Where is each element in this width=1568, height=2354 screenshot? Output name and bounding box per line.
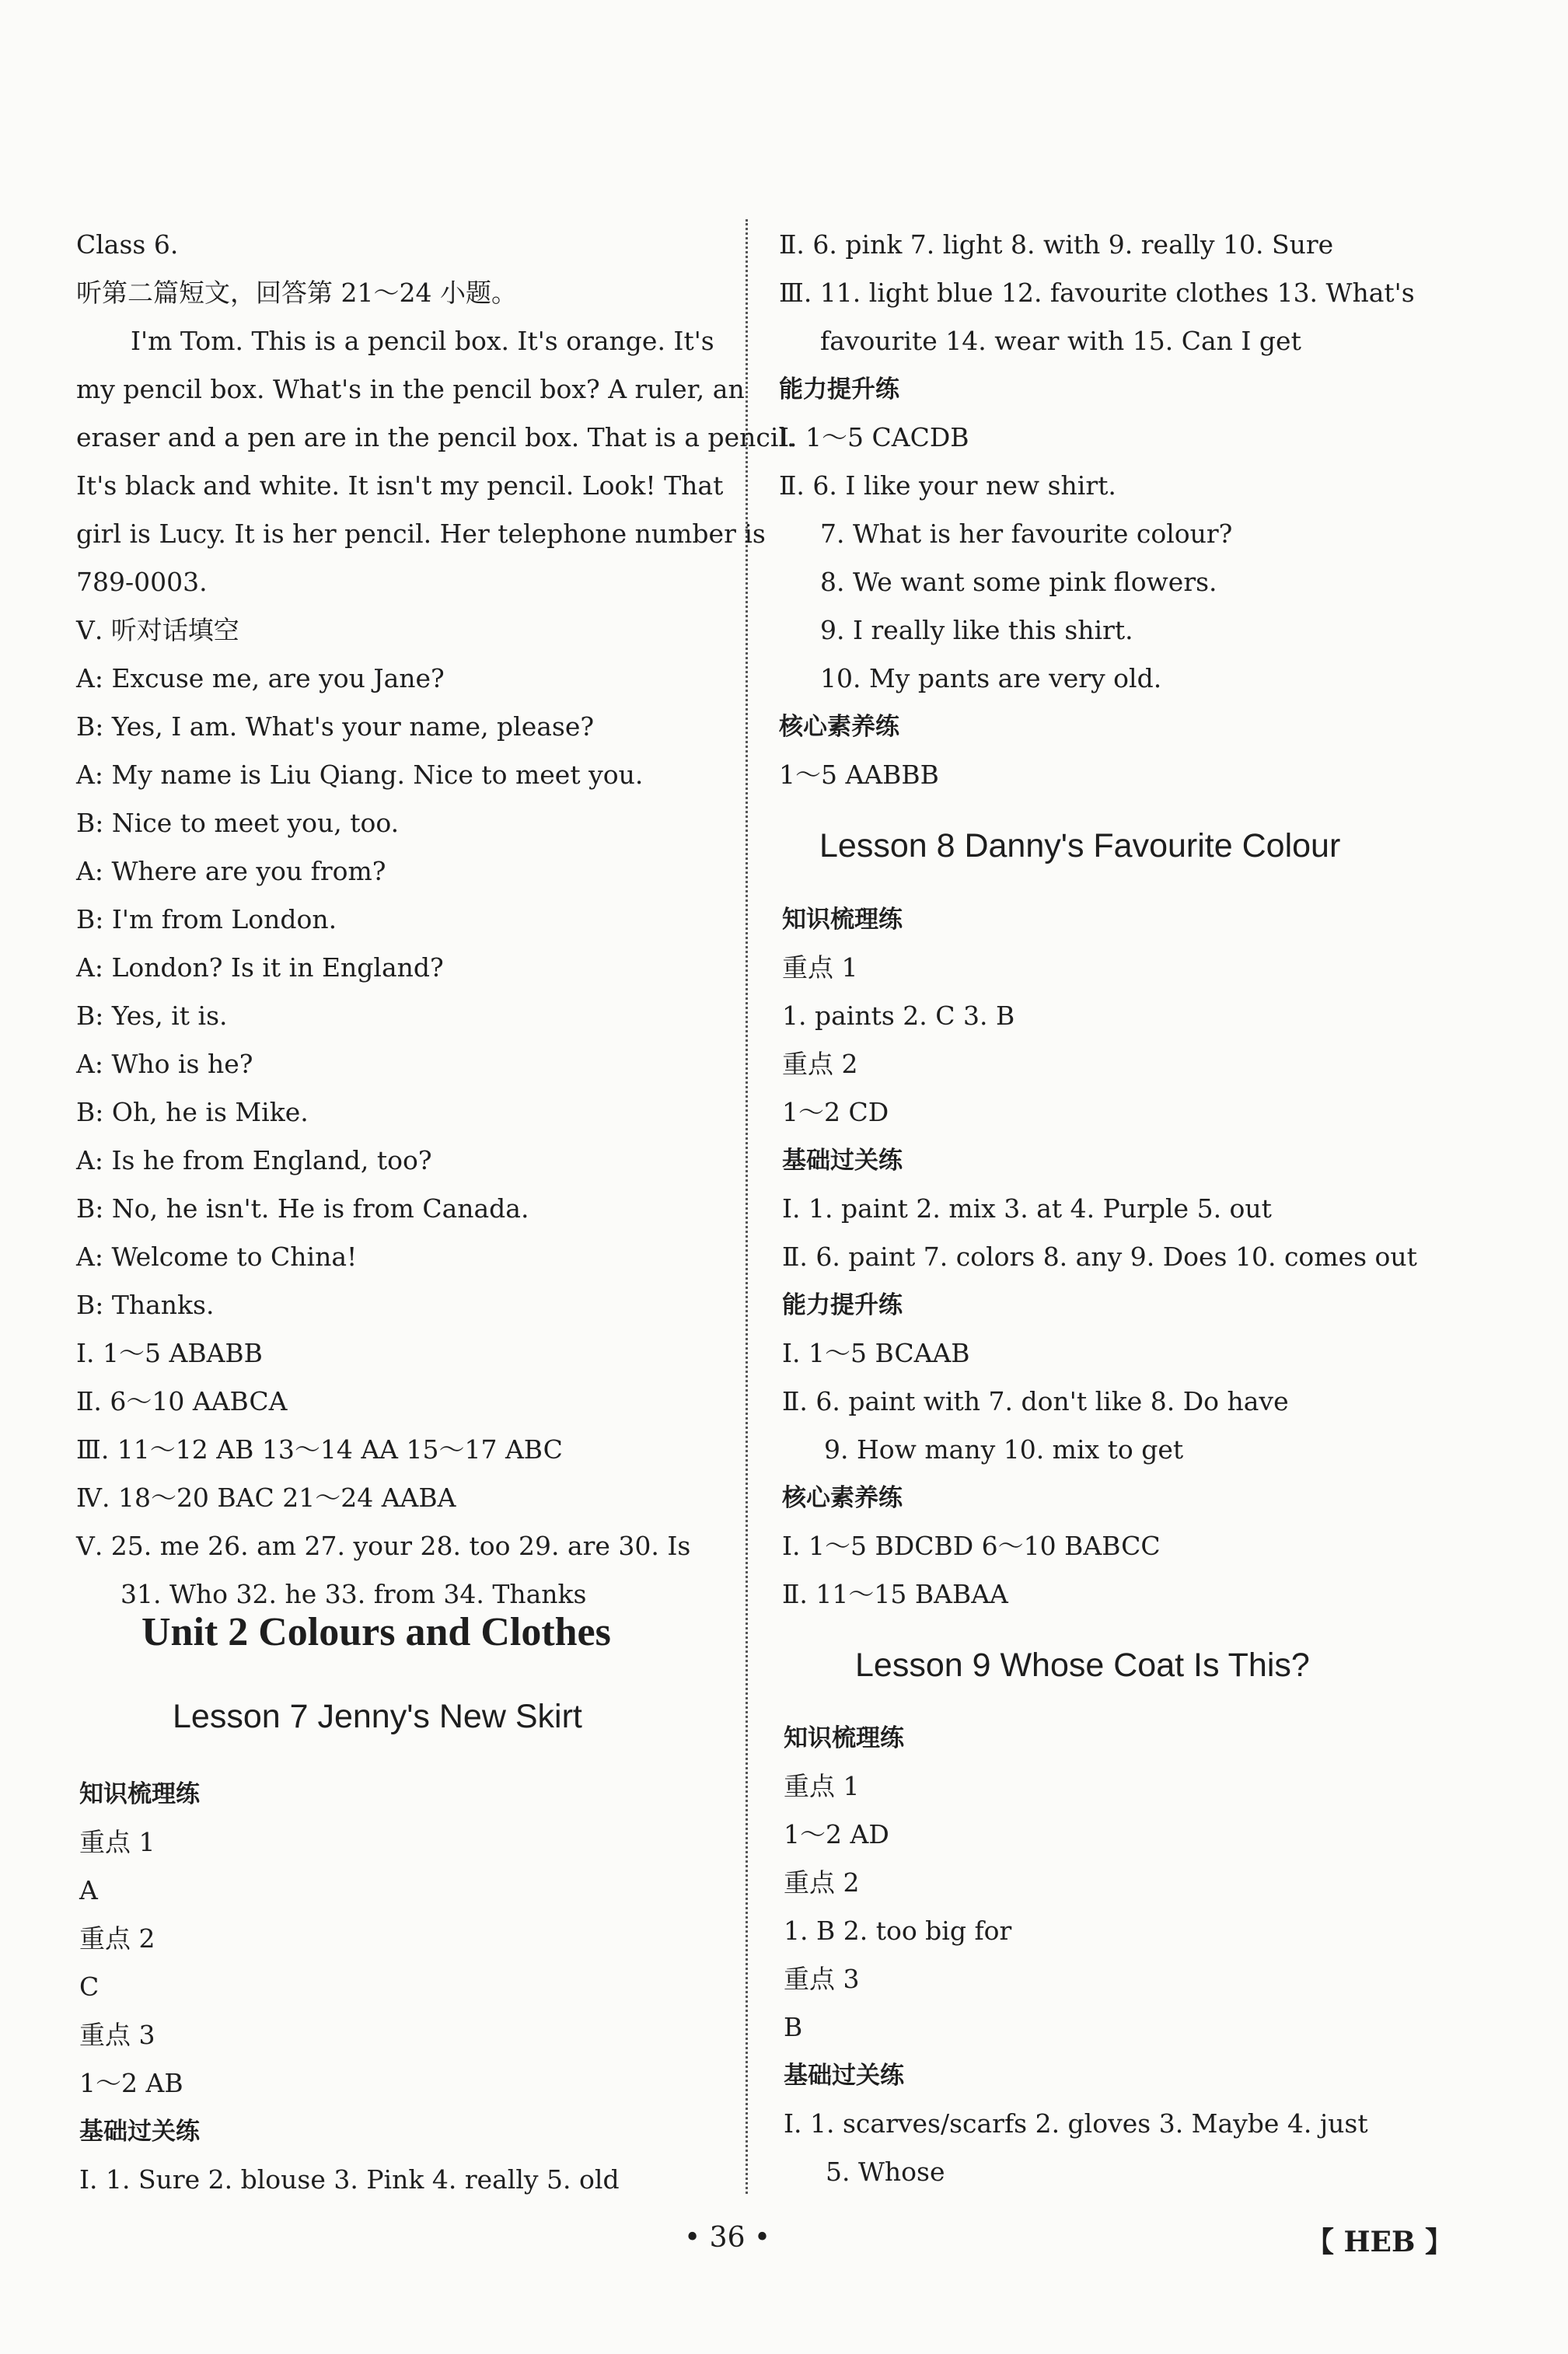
answer-line: Ⅳ. 18～20 BAC 21～24 AABA bbox=[76, 1483, 456, 1513]
answer-line: 1～2 CD bbox=[782, 1097, 889, 1127]
answer-line: B: Oh, he is Mike. bbox=[76, 1097, 309, 1127]
answer-line: A bbox=[79, 1875, 98, 1905]
answer-line: Ⅱ. 6～10 AABCA bbox=[76, 1386, 288, 1416]
answer-line: Ⅴ. 听对话填空 bbox=[76, 615, 239, 645]
lesson-title: Lesson 7 Jenny's New Skirt bbox=[173, 1698, 582, 1735]
lesson-title: Lesson 9 Whose Coat Is This? bbox=[855, 1647, 1310, 1684]
answer-line: 重点 2 bbox=[79, 1923, 155, 1954]
answer-line: 9. How many 10. mix to get bbox=[824, 1434, 1184, 1465]
answer-line: A: London? Is it in England? bbox=[76, 952, 444, 983]
answer-line: Ⅰ. 1～5 BDCBD 6～10 BABCC bbox=[782, 1531, 1161, 1561]
answer-line: 31. Who 32. he 33. from 34. Thanks bbox=[120, 1579, 587, 1609]
answer-line: I'm Tom. This is a pencil box. It's orange. It's bbox=[131, 326, 714, 356]
answer-line: Ⅰ. 1. paint 2. mix 3. at 4. Purple 5. out bbox=[782, 1193, 1272, 1224]
unit-title: Unit 2 Colours and Clothes bbox=[141, 1610, 611, 1654]
answer-line: Ⅴ. 25. me 26. am 27. your 28. too 29. are 30. Is bbox=[76, 1531, 691, 1561]
answer-line: 789-0003. bbox=[76, 567, 208, 597]
answer-line: Ⅱ. 6. paint with 7. don't like 8. Do have bbox=[782, 1386, 1289, 1416]
answer-line: B bbox=[784, 2012, 803, 2042]
answer-line: 1～5 AABBB bbox=[779, 760, 939, 790]
section-heading: 知识梳理练 bbox=[782, 906, 903, 934]
answer-line: Ⅰ. 1～5 BCAAB bbox=[782, 1338, 970, 1368]
answer-line: favourite 14. wear with 15. Can I get bbox=[820, 326, 1301, 356]
answer-line: 重点 2 bbox=[784, 1867, 860, 1898]
answer-line: 1～2 AD bbox=[784, 1819, 889, 1849]
section-heading: 能力提升练 bbox=[782, 1291, 903, 1319]
section-heading: 知识梳理练 bbox=[79, 1780, 200, 1808]
answer-line: girl is Lucy. It is her pencil. Her telephone number is bbox=[76, 519, 766, 549]
answer-line: A: Who is he? bbox=[76, 1049, 253, 1079]
answer-line: 1. B 2. too big for bbox=[784, 1916, 1012, 1946]
answer-line: eraser and a pen are in the pencil box. That is a pencil. bbox=[76, 422, 795, 452]
answer-line: 10. My pants are very old. bbox=[820, 663, 1162, 693]
answer-line: 1. paints 2. C 3. B bbox=[782, 1001, 1015, 1031]
answer-line: A: Is he from England, too? bbox=[76, 1145, 432, 1175]
answer-line: 重点 1 bbox=[79, 1827, 155, 1857]
section-heading: 核心素养练 bbox=[782, 1484, 903, 1512]
answer-line: Ⅰ. 1～5 CACDB bbox=[779, 422, 969, 452]
answer-line: Class 6. bbox=[76, 229, 179, 260]
answer-line: A: Excuse me, are you Jane? bbox=[76, 663, 445, 693]
page-number: • 36 • bbox=[684, 2222, 771, 2254]
answer-line: A: My name is Liu Qiang. Nice to meet you. bbox=[76, 760, 644, 790]
answer-line: 8. We want some pink flowers. bbox=[820, 567, 1217, 597]
answer-line: B: Nice to meet you, too. bbox=[76, 808, 400, 838]
answer-line: B: No, he isn't. He is from Canada. bbox=[76, 1193, 529, 1224]
answer-line: It's black and white. It isn't my pencil. Look! That bbox=[76, 470, 724, 501]
answer-line: Ⅱ. 6. pink 7. light 8. with 9. really 10. Sure bbox=[779, 229, 1334, 260]
answer-line: Ⅱ. 6. paint 7. colors 8. any 9. Does 10. comes out bbox=[782, 1242, 1417, 1272]
answer-line: 重点 3 bbox=[79, 2020, 155, 2050]
answer-line: B: Yes, it is. bbox=[76, 1001, 228, 1031]
answer-line: A: Welcome to China! bbox=[76, 1242, 358, 1272]
answer-line: 重点 3 bbox=[784, 1964, 860, 1994]
section-heading: 基础过关练 bbox=[79, 2118, 200, 2146]
answer-line: my pencil box. What's in the pencil box? A ruler, an bbox=[76, 374, 745, 404]
answer-line: B: Yes, I am. What's your name, please? bbox=[76, 711, 595, 742]
edition-tag: 【 HEB 】 bbox=[1306, 2226, 1453, 2258]
lesson-title: Lesson 8 Danny's Favourite Colour bbox=[819, 827, 1341, 864]
answer-line: B: I'm from London. bbox=[76, 904, 337, 934]
answer-line: 1～2 AB bbox=[79, 2068, 183, 2098]
section-heading: 基础过关练 bbox=[784, 2062, 904, 2090]
answer-line: 重点 2 bbox=[782, 1049, 858, 1079]
answer-line: 7. What is her favourite colour? bbox=[820, 519, 1233, 549]
section-heading: 核心素养练 bbox=[779, 713, 899, 741]
answer-line: B: Thanks. bbox=[76, 1290, 215, 1320]
answer-line: 重点 1 bbox=[782, 952, 858, 983]
answer-line: A: Where are you from? bbox=[76, 856, 386, 886]
answer-line: Ⅱ. 6. I like your new shirt. bbox=[779, 470, 1116, 501]
answer-line: Ⅲ. 11～12 AB 13～14 AA 15～17 ABC bbox=[76, 1434, 563, 1465]
column-divider bbox=[746, 219, 748, 2194]
answer-line: Ⅰ. 1. scarves/scarfs 2. gloves 3. Maybe 4. just bbox=[784, 2108, 1368, 2139]
answer-line: Ⅰ. 1. Sure 2. blouse 3. Pink 4. really 5. old bbox=[79, 2164, 620, 2195]
answer-line: 听第二篇短文，回答第 21～24 小题。 bbox=[76, 278, 517, 308]
answer-line: Ⅰ. 1～5 ABABB bbox=[76, 1338, 263, 1368]
answer-line: 重点 1 bbox=[784, 1771, 860, 1801]
section-heading: 知识梳理练 bbox=[784, 1724, 904, 1752]
answer-line: 5. Whose bbox=[826, 2157, 945, 2187]
answer-line: 9. I really like this shirt. bbox=[820, 615, 1133, 645]
answer-line: Ⅱ. 11～15 BABAA bbox=[782, 1579, 1008, 1609]
answer-line: C bbox=[79, 1972, 100, 2002]
section-heading: 基础过关练 bbox=[782, 1147, 903, 1175]
section-heading: 能力提升练 bbox=[779, 375, 899, 403]
answer-line: Ⅲ. 11. light blue 12. favourite clothes 13. What's bbox=[779, 278, 1415, 308]
